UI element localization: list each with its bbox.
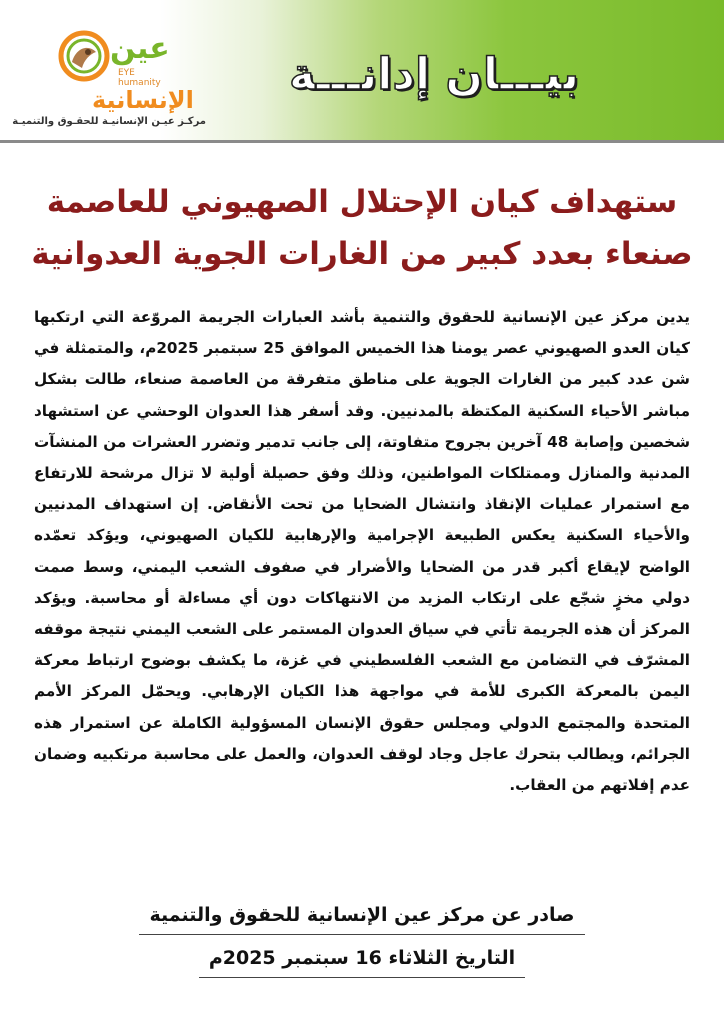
- document-type-title: بيـــان إدانـــة: [288, 49, 580, 100]
- logo-eye-text: EYE: [118, 68, 135, 78]
- headline-line-2: صنعاء بعدد كبير من الغارات الجوية العدوانية: [31, 236, 693, 272]
- headline-line-1: ستهداف كيان الإحتلال الصهيوني للعاصمة: [46, 184, 678, 220]
- logo-humanity-text: humanity: [118, 78, 161, 88]
- statement-body: يدين مركز عين الإنسانية للحقوق والتنمية بأشد العبارات الجريمة المروّعة التي ارتكبها كيان العدو الصهيوني عصر يومنا هذا الخميس الموافق 25 سبتمبر 2025م، والمتمثلة في شن عدد كبير من الغارات الجوية على مناطق متفرقة من العاصمة صنعاء، طالت بشكل مباشر الأحياء السكنية المكتظة بالمدنيين. وقد أسفر هذا العدوان الوحشي عن استشهاد شخصين وإصابة 48 آخرين بجروح متفاوتة، إلى جانب تدمير وتضرر العشرات من المنشآت المدنية والمنازل وممتلكات المواطنين، وذلك وفق حصيلة أولية لا تزال مرشحة للارتفاع مع استمرار عمليات الإنقاذ وانتشال الضحايا من تحت الأنقاض. إن استهداف المدنيين والأحياء السكنية يعكس الطبيعة الإجرامية والإرهابية للكيان الصهيوني، ويؤكد تعمّده الواضح لإيقاع أكبر قدر من الضحايا والأضرار في صفوف الشعب اليمني، وسط صمت دولي مخزٍ شجّع على ارتكاب المزيد من الانتهاكات دون أي مساءلة أو محاسبة. ويؤكد المركز أن هذه الجريمة تأتي في سياق العدوان المستمر على الشعب اليمني نتيجة موقفه المشرّف في التضامن مع الشعب الفلسطيني في غزة، ما يكشف بوضوح ارتباط معركة اليمن بالمعركة الكبرى للأمة في مواجهة هذا الكيان الإرهابي. ويحمّل المركز الأمم المتحدة والمجتمع الدولي ومجلس حقوق الإنسان المسؤولية الكاملة عن استمرار هذه الجرائم، ويطالب بتحرك عاجل وجاد لوقف العدوان، والعمل على محاسبة مرتكبيه وضمان عدم إفلاتهم من العقاب.: [34, 308, 691, 795]
- organization-caption: مركـز عيـن الإنسانيـة للحقـوق والتنميـة: [12, 116, 206, 127]
- statement-footer: [0, 898, 724, 984]
- issuer-line: صادر عن مركز عين الإنسانية للحقوق والتنمية: [139, 898, 584, 935]
- logo-arabic-ain: عين: [110, 31, 170, 66]
- organization-logo: [40, 30, 200, 130]
- eye-emblem-icon: [58, 30, 110, 82]
- header-divider: [0, 140, 724, 143]
- logo-arabic-insaniya: الإنسانية: [92, 86, 194, 114]
- date-line: التاريخ الثلاثاء 16 سبتمبر 2025م: [199, 941, 525, 978]
- statement-headline: [30, 176, 694, 280]
